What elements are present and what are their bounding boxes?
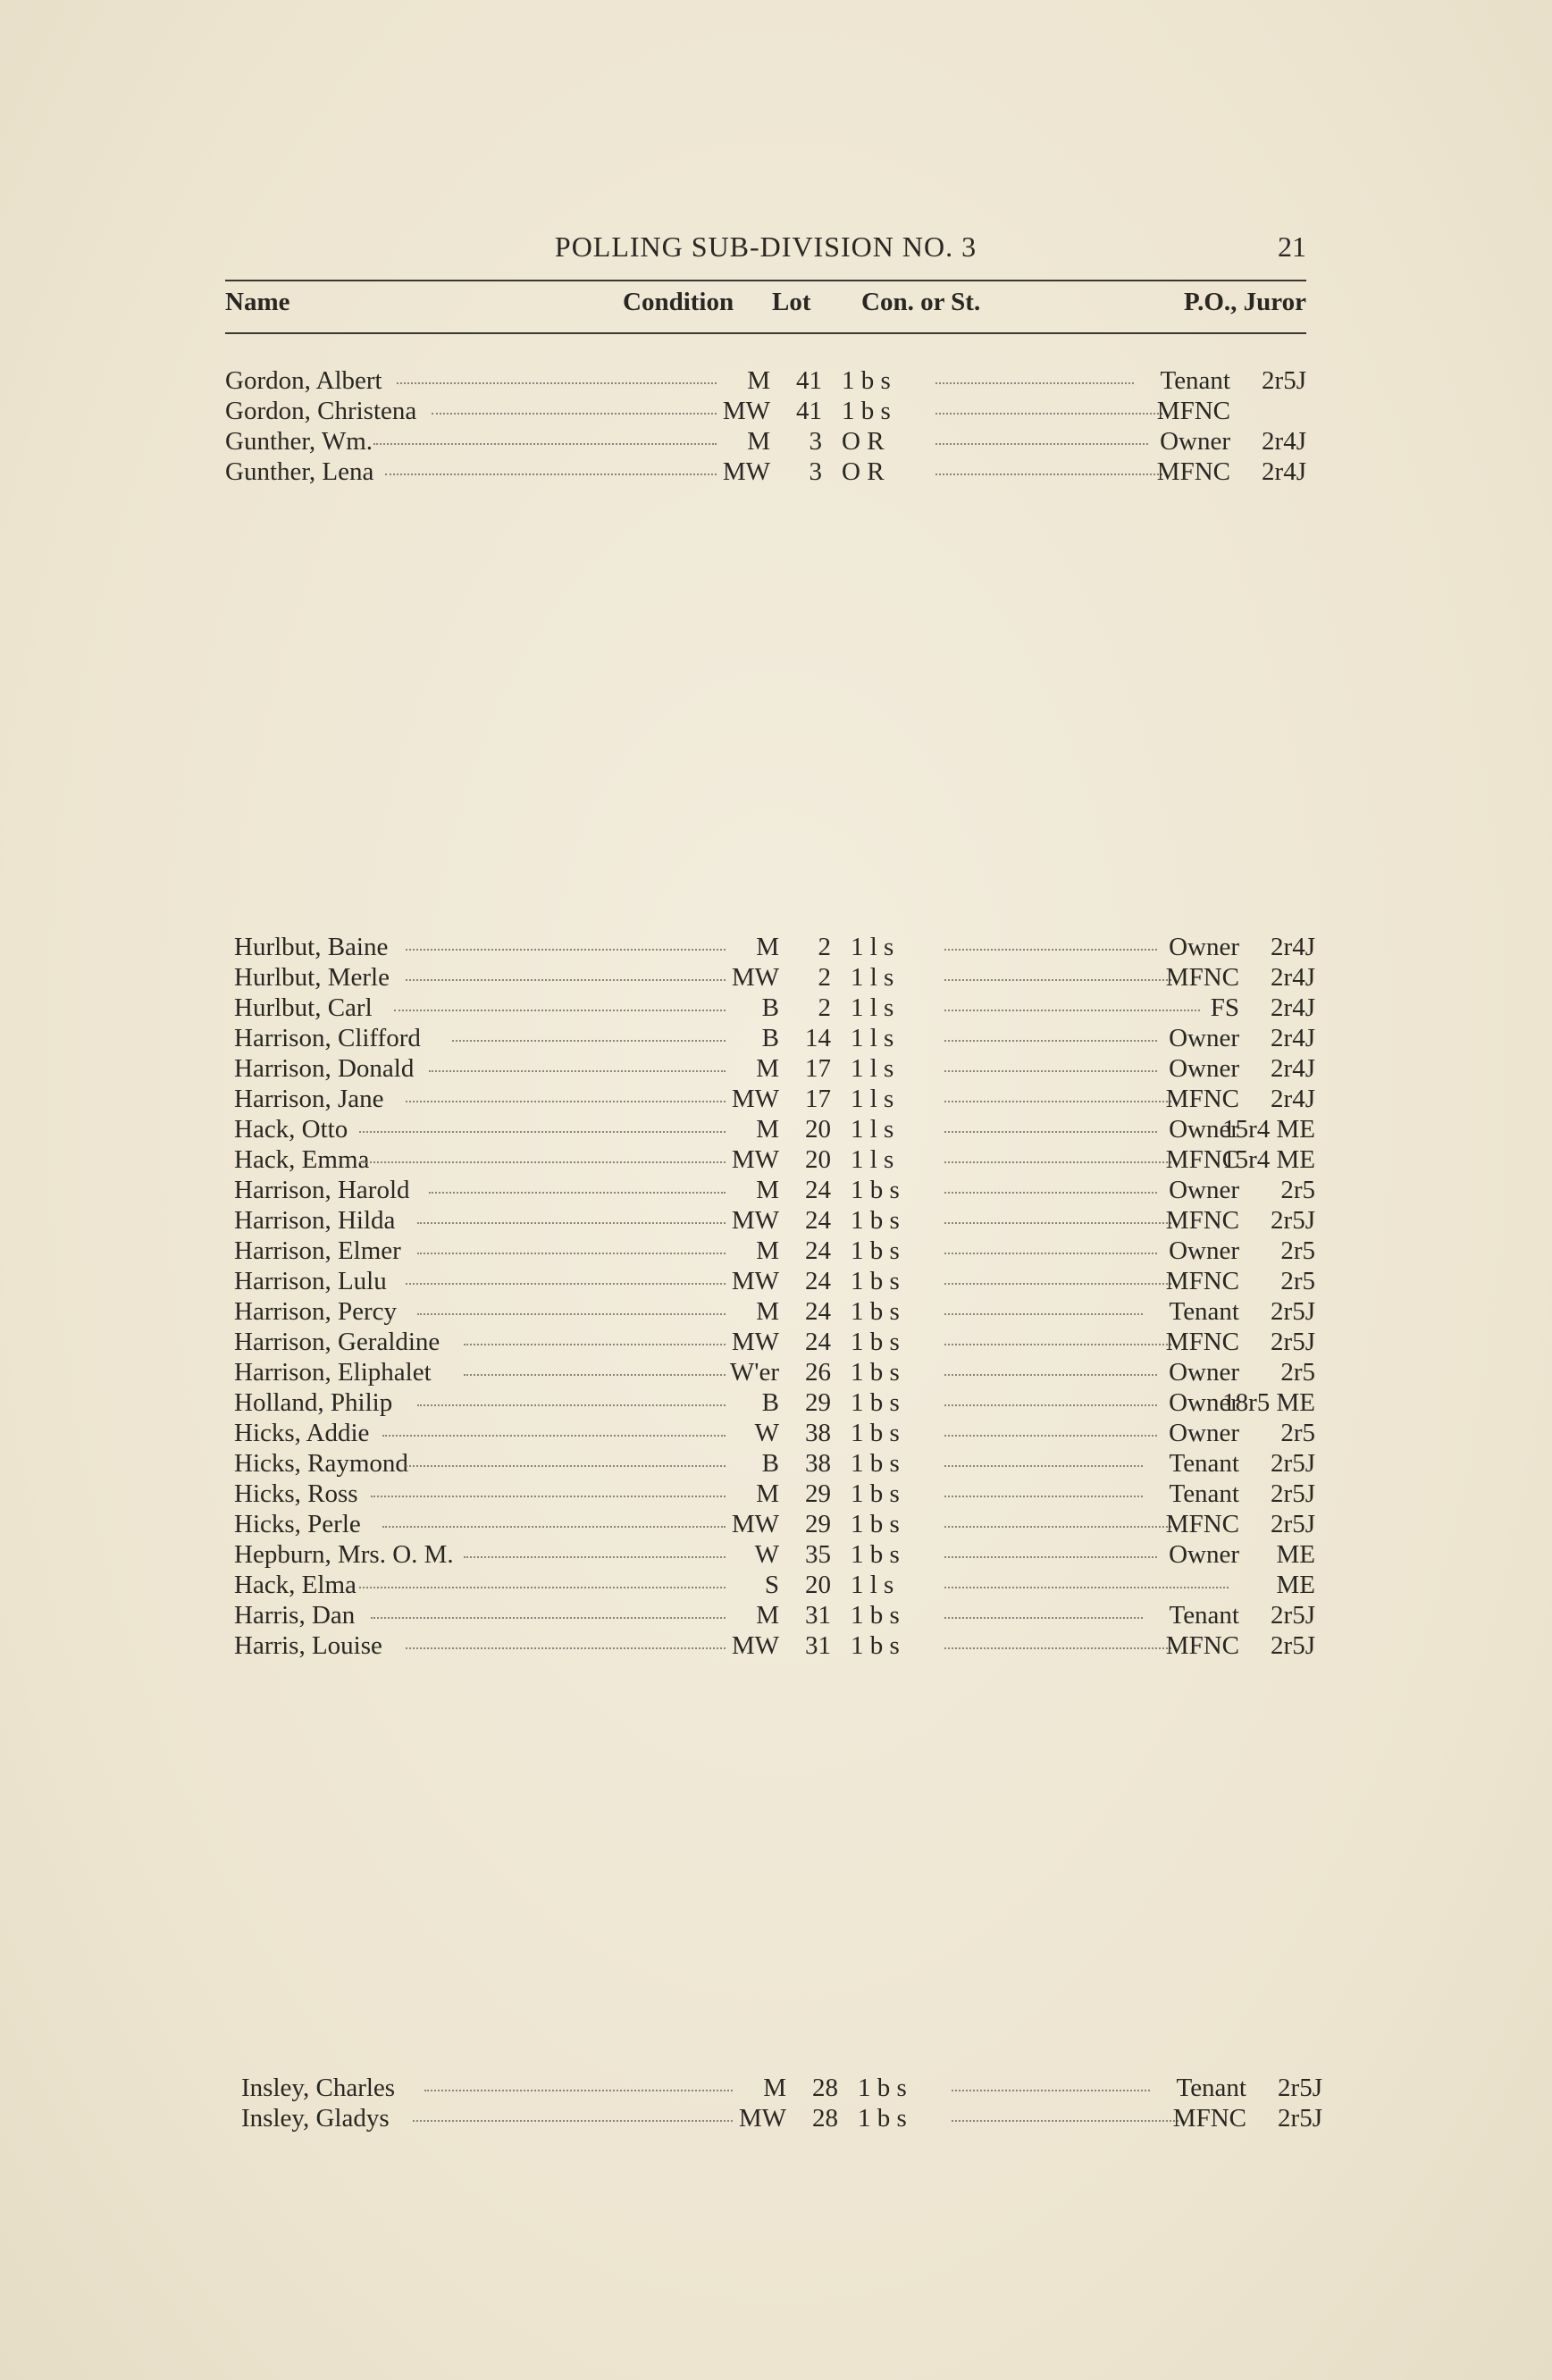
leader-dots (464, 1556, 726, 1558)
voter-name: Gunther, Wm. (225, 427, 373, 456)
voter-juror: 18r5 ME (1222, 1388, 1315, 1417)
voter-concession: 1 b s (851, 1267, 900, 1295)
leader-dots (371, 1617, 726, 1619)
table-row (234, 1085, 1315, 1115)
table-row (234, 1358, 1315, 1388)
voter-concession: 1 b s (842, 366, 891, 395)
voter-concession: 1 l s (851, 1145, 894, 1174)
leader-dots (944, 1526, 1171, 1528)
voter-condition: MW (731, 963, 779, 992)
voter-juror: 2r4J (1271, 1054, 1315, 1083)
voter-condition: M (756, 1297, 779, 1326)
voter-condition: MW (722, 457, 770, 486)
voter-juror: 2r5 (1280, 1358, 1315, 1387)
column-headers (225, 288, 1306, 323)
voter-juror: 2r4J (1262, 427, 1306, 456)
voter-lot: 2 (818, 933, 831, 961)
leader-dots (464, 1344, 726, 1345)
voter-juror: 2r5J (1271, 1510, 1315, 1538)
leader-dots (417, 1404, 726, 1406)
table-row (234, 1024, 1315, 1054)
voter-po: Owner (1169, 933, 1239, 961)
voter-concession: 1 b s (851, 1631, 900, 1660)
voter-juror: 2r5J (1271, 1328, 1315, 1356)
voter-name: Harrison, Elmer (234, 1236, 401, 1265)
voter-condition: MW (731, 1206, 779, 1235)
leader-dots (359, 1161, 726, 1163)
leader-dots (944, 1496, 1143, 1497)
voter-concession: 1 l s (851, 1085, 894, 1113)
voter-condition: MW (731, 1328, 779, 1356)
voter-concession: 1 l s (851, 1115, 894, 1144)
voter-name: Gordon, Christena (225, 397, 417, 425)
voter-lot: 24 (805, 1206, 831, 1235)
voter-name: Hicks, Addie (234, 1419, 370, 1447)
table-row (234, 1571, 1315, 1601)
table-row (234, 1054, 1315, 1085)
voter-juror: 2r5J (1271, 1601, 1315, 1630)
voter-lot: 38 (805, 1419, 831, 1447)
page-title: POLLING SUB-DIVISION NO. 3 (554, 230, 977, 263)
voter-name: Harrison, Donald (234, 1054, 415, 1083)
column-header-condition: Condition (623, 288, 734, 316)
leader-dots (944, 1556, 1157, 1558)
header-rule-top (225, 280, 1306, 281)
table-row (234, 1601, 1315, 1631)
voter-juror: 2r5 (1280, 1419, 1315, 1447)
voter-juror: 2r5J (1271, 1631, 1315, 1660)
voter-name: Harrison, Eliphalet (234, 1358, 432, 1387)
voter-concession: 1 l s (851, 993, 894, 1022)
voter-concession: 1 b s (851, 1419, 900, 1447)
voter-lot: 14 (805, 1024, 831, 1052)
voter-section (225, 366, 1306, 488)
leader-dots (935, 413, 1162, 415)
voter-name: Harrison, Geraldine (234, 1328, 440, 1356)
voter-name: Hicks, Raymond (234, 1449, 408, 1478)
table-row (234, 963, 1315, 993)
leader-dots (406, 1647, 726, 1649)
table-row (234, 1388, 1315, 1419)
voter-concession: 1 b s (851, 1388, 900, 1417)
voter-name: Hicks, Perle (234, 1510, 361, 1538)
voter-lot: 29 (805, 1510, 831, 1538)
table-row (241, 2104, 1322, 2134)
leader-dots (944, 1010, 1200, 1011)
leader-dots (944, 1161, 1171, 1163)
table-row (234, 1176, 1315, 1206)
voter-po: Owner (1169, 1115, 1239, 1144)
voter-name: Harris, Louise (234, 1631, 382, 1660)
voter-name: Harris, Dan (234, 1601, 356, 1630)
voter-condition: M (756, 1601, 779, 1630)
leader-dots (944, 949, 1157, 951)
leader-dots (452, 1040, 726, 1042)
voter-lot: 41 (796, 366, 822, 395)
voter-concession: 1 b s (858, 2104, 907, 2133)
voter-po: MFNC (1165, 1145, 1239, 1174)
voter-juror: 2r4J (1271, 1024, 1315, 1052)
leader-dots (429, 1192, 726, 1194)
voter-po: Owner (1160, 427, 1230, 456)
voter-concession: 1 l s (851, 1571, 894, 1599)
column-header-con: Con. or St. (861, 288, 981, 316)
voter-po: Tenant (1169, 1449, 1239, 1478)
voter-condition: B (761, 1388, 779, 1417)
table-row (234, 1540, 1315, 1571)
voter-po: MFNC (1165, 1267, 1239, 1295)
voter-concession: O R (842, 427, 885, 456)
voter-po: Owner (1169, 1054, 1239, 1083)
table-row (234, 1206, 1315, 1236)
leader-dots (944, 1283, 1171, 1285)
leader-dots (413, 2120, 733, 2122)
voter-concession: 1 b s (851, 1206, 900, 1235)
voter-lot: 24 (805, 1236, 831, 1265)
leader-dots (944, 1253, 1157, 1254)
voter-condition: MW (731, 1510, 779, 1538)
voter-name: Hepburn, Mrs. O. M. (234, 1540, 454, 1569)
voter-name: Harrison, Harold (234, 1176, 410, 1204)
voter-lot: 31 (805, 1631, 831, 1660)
leader-dots (944, 1587, 1229, 1588)
voter-lot: 29 (805, 1388, 831, 1417)
voter-name: Gunther, Lena (225, 457, 374, 486)
table-row (234, 1145, 1315, 1176)
voter-po: Tenant (1176, 2074, 1246, 2102)
voter-condition: MW (731, 1085, 779, 1113)
voter-name: Insley, Gladys (241, 2104, 390, 2133)
voter-po: MFNC (1165, 963, 1239, 992)
voter-lot: 17 (805, 1085, 831, 1113)
table-row (234, 993, 1315, 1024)
voter-name: Hurlbut, Carl (234, 993, 373, 1022)
leader-dots (944, 1617, 1143, 1619)
table-row (234, 1297, 1315, 1328)
leader-dots (429, 1070, 726, 1072)
voter-concession: 1 b s (851, 1601, 900, 1630)
leader-dots (432, 413, 717, 415)
voter-juror: 2r4J (1271, 993, 1315, 1022)
voter-po: Tenant (1169, 1479, 1239, 1508)
voter-section (241, 2074, 1322, 2134)
voter-condition: W'er (729, 1358, 779, 1387)
voter-juror: 2r5J (1278, 2074, 1322, 2102)
leader-dots (944, 1040, 1157, 1042)
voter-juror: 2r5 (1280, 1176, 1315, 1204)
table-row (225, 397, 1306, 427)
voter-po: Tenant (1160, 366, 1230, 395)
voter-juror: 2r5J (1271, 1479, 1315, 1508)
leader-dots (406, 1101, 726, 1102)
leader-dots (944, 1101, 1171, 1102)
voter-condition: MW (731, 1631, 779, 1660)
voter-po: MFNC (1165, 1206, 1239, 1235)
leader-dots (944, 1313, 1143, 1315)
table-row (234, 1115, 1315, 1145)
voter-condition: M (756, 1054, 779, 1083)
table-row (225, 457, 1306, 488)
leader-dots (385, 473, 717, 475)
voter-concession: 1 b s (842, 397, 891, 425)
leader-dots (417, 1313, 726, 1315)
voter-condition: M (756, 1479, 779, 1508)
voter-concession: O R (842, 457, 885, 486)
column-header-lot: Lot (772, 288, 811, 316)
voter-condition: M (747, 366, 770, 395)
voter-concession: 1 b s (851, 1328, 900, 1356)
voter-name: Harrison, Hilda (234, 1206, 396, 1235)
leader-dots (382, 1435, 726, 1437)
voter-juror: 2r5J (1278, 2104, 1322, 2133)
voter-condition: W (754, 1419, 779, 1447)
voter-lot: 20 (805, 1115, 831, 1144)
leader-dots (944, 1070, 1157, 1072)
voter-lot: 24 (805, 1328, 831, 1356)
leader-dots (944, 979, 1171, 981)
voter-lot: 35 (805, 1540, 831, 1569)
leader-dots (406, 1283, 726, 1285)
voter-concession: 1 b s (851, 1236, 900, 1265)
voter-name: Insley, Charles (241, 2074, 396, 2102)
leader-dots (944, 1435, 1157, 1437)
voter-po: Owner (1169, 1540, 1239, 1569)
voter-lot: 28 (812, 2104, 838, 2133)
table-row (234, 1631, 1315, 1662)
voter-juror: 2r4J (1262, 457, 1306, 486)
voter-concession: 1 b s (851, 1449, 900, 1478)
voter-name: Hurlbut, Merle (234, 963, 390, 992)
leader-dots (424, 2090, 733, 2091)
voter-po: Tenant (1169, 1601, 1239, 1630)
voter-juror: 2r5J (1271, 1297, 1315, 1326)
voter-po: Owner (1169, 1358, 1239, 1387)
voter-name: Harrison, Percy (234, 1297, 398, 1326)
voter-condition: MW (722, 397, 770, 425)
column-header-name: Name (225, 288, 290, 316)
page-number: 21 (1278, 230, 1306, 263)
voter-concession: 1 b s (858, 2074, 907, 2102)
voter-condition: M (763, 2074, 786, 2102)
voter-name: Harrison, Lulu (234, 1267, 387, 1295)
voter-po: Owner (1169, 1176, 1239, 1204)
voter-lot: 17 (805, 1054, 831, 1083)
voter-juror: 2r5 (1280, 1236, 1315, 1265)
table-row (234, 1419, 1315, 1449)
leader-dots (359, 1587, 726, 1588)
voter-po: MFNC (1172, 2104, 1246, 2133)
voter-juror: 2r5J (1271, 1449, 1315, 1478)
voter-condition: MW (731, 1267, 779, 1295)
leader-dots (944, 1374, 1157, 1376)
voter-lot: 38 (805, 1449, 831, 1478)
leader-dots (359, 1131, 726, 1133)
voter-po: MFNC (1156, 457, 1230, 486)
table-row (225, 366, 1306, 397)
voter-juror: 2r5J (1271, 1206, 1315, 1235)
voter-juror: 2r5J (1262, 366, 1306, 395)
table-row (234, 1449, 1315, 1479)
leader-dots (935, 443, 1148, 445)
voter-name: Harrison, Clifford (234, 1024, 421, 1052)
leader-dots (935, 473, 1162, 475)
voter-condition: M (756, 933, 779, 961)
voter-lot: 24 (805, 1267, 831, 1295)
voter-name: Holland, Philip (234, 1388, 393, 1417)
voter-concession: 1 l s (851, 1024, 894, 1052)
voter-juror: 15r4 ME (1222, 1145, 1315, 1174)
table-row (234, 1479, 1315, 1510)
voter-condition: B (761, 993, 779, 1022)
voter-po: Owner (1169, 1419, 1239, 1447)
voter-lot: 41 (796, 397, 822, 425)
voter-lot: 2 (818, 963, 831, 992)
voter-po: Owner (1169, 1388, 1239, 1417)
leader-dots (371, 1496, 726, 1497)
leader-dots (944, 1192, 1157, 1194)
leader-dots (397, 382, 717, 384)
voter-condition: M (756, 1236, 779, 1265)
voter-lot: 24 (805, 1176, 831, 1204)
voter-po: MFNC (1165, 1631, 1239, 1660)
leader-dots (935, 382, 1134, 384)
voter-lot: 28 (812, 2074, 838, 2102)
table-row (234, 1236, 1315, 1267)
voter-name: Hurlbut, Baine (234, 933, 389, 961)
voter-condition: W (754, 1540, 779, 1569)
voter-name: Harrison, Jane (234, 1085, 384, 1113)
voter-name: Hack, Elma (234, 1571, 357, 1599)
leader-dots (373, 443, 717, 445)
voter-concession: 1 b s (851, 1297, 900, 1326)
table-row (234, 1328, 1315, 1358)
voter-po: MFNC (1165, 1510, 1239, 1538)
leader-dots (944, 1404, 1157, 1406)
voter-condition: S (764, 1571, 779, 1599)
leader-dots (417, 1222, 726, 1224)
column-header-po-juror: P.O., Juror (1184, 288, 1306, 316)
voter-name: Gordon, Albert (225, 366, 382, 395)
voter-po: MFNC (1165, 1328, 1239, 1356)
voter-name: Hack, Emma (234, 1145, 370, 1174)
leader-dots (464, 1374, 726, 1376)
leader-dots (952, 2120, 1179, 2122)
leader-dots (382, 1526, 726, 1528)
voter-juror: 2r4J (1271, 963, 1315, 992)
voter-lot: 20 (805, 1145, 831, 1174)
voter-lot: 20 (805, 1571, 831, 1599)
leader-dots (406, 1465, 726, 1467)
leader-dots (944, 1131, 1157, 1133)
voter-concession: 1 b s (851, 1479, 900, 1508)
voter-concession: 1 b s (851, 1510, 900, 1538)
voter-juror: 2r5 (1280, 1267, 1315, 1295)
voter-name: Hicks, Ross (234, 1479, 358, 1508)
voter-concession: 1 l s (851, 1054, 894, 1083)
voter-po: MFNC (1165, 1085, 1239, 1113)
voter-lot: 2 (818, 993, 831, 1022)
voter-po: Tenant (1169, 1297, 1239, 1326)
leader-dots (417, 1253, 726, 1254)
header-rule-bottom (225, 332, 1306, 334)
voter-condition: B (761, 1024, 779, 1052)
leader-dots (944, 1465, 1143, 1467)
table-row (234, 933, 1315, 963)
voter-lot: 31 (805, 1601, 831, 1630)
table-row (234, 1510, 1315, 1540)
voter-lot: 3 (809, 427, 822, 456)
page-header (225, 230, 1306, 266)
voter-juror: 2r4J (1271, 933, 1315, 961)
leader-dots (406, 979, 726, 981)
table-row (234, 1267, 1315, 1297)
voter-condition: MW (731, 1145, 779, 1174)
voter-concession: 1 b s (851, 1176, 900, 1204)
voter-concession: 1 l s (851, 933, 894, 961)
leader-dots (944, 1344, 1171, 1345)
voter-condition: M (747, 427, 770, 456)
voter-lot: 3 (809, 457, 822, 486)
voter-name: Hack, Otto (234, 1115, 348, 1144)
voter-po: FS (1210, 993, 1239, 1022)
leader-dots (944, 1222, 1171, 1224)
voter-condition: M (756, 1176, 779, 1204)
voter-juror: 2r4J (1271, 1085, 1315, 1113)
leader-dots (394, 1010, 726, 1011)
voter-juror: 15r4 ME (1222, 1115, 1315, 1144)
voter-condition: MW (738, 2104, 786, 2133)
leader-dots (952, 2090, 1150, 2091)
voter-po: MFNC (1156, 397, 1230, 425)
table-row (241, 2074, 1322, 2104)
table-row (225, 427, 1306, 457)
voter-concession: 1 b s (851, 1358, 900, 1387)
voter-condition: B (761, 1449, 779, 1478)
voter-juror: ME (1276, 1571, 1315, 1599)
voter-lot: 26 (805, 1358, 831, 1387)
leader-dots (406, 949, 726, 951)
voter-juror: ME (1276, 1540, 1315, 1569)
voter-concession: 1 l s (851, 963, 894, 992)
voter-po: Owner (1169, 1024, 1239, 1052)
voter-section (234, 933, 1315, 1662)
voter-concession: 1 b s (851, 1540, 900, 1569)
voter-lot: 24 (805, 1297, 831, 1326)
voter-condition: M (756, 1115, 779, 1144)
leader-dots (944, 1647, 1171, 1649)
voter-po: Owner (1169, 1236, 1239, 1265)
voter-lot: 29 (805, 1479, 831, 1508)
